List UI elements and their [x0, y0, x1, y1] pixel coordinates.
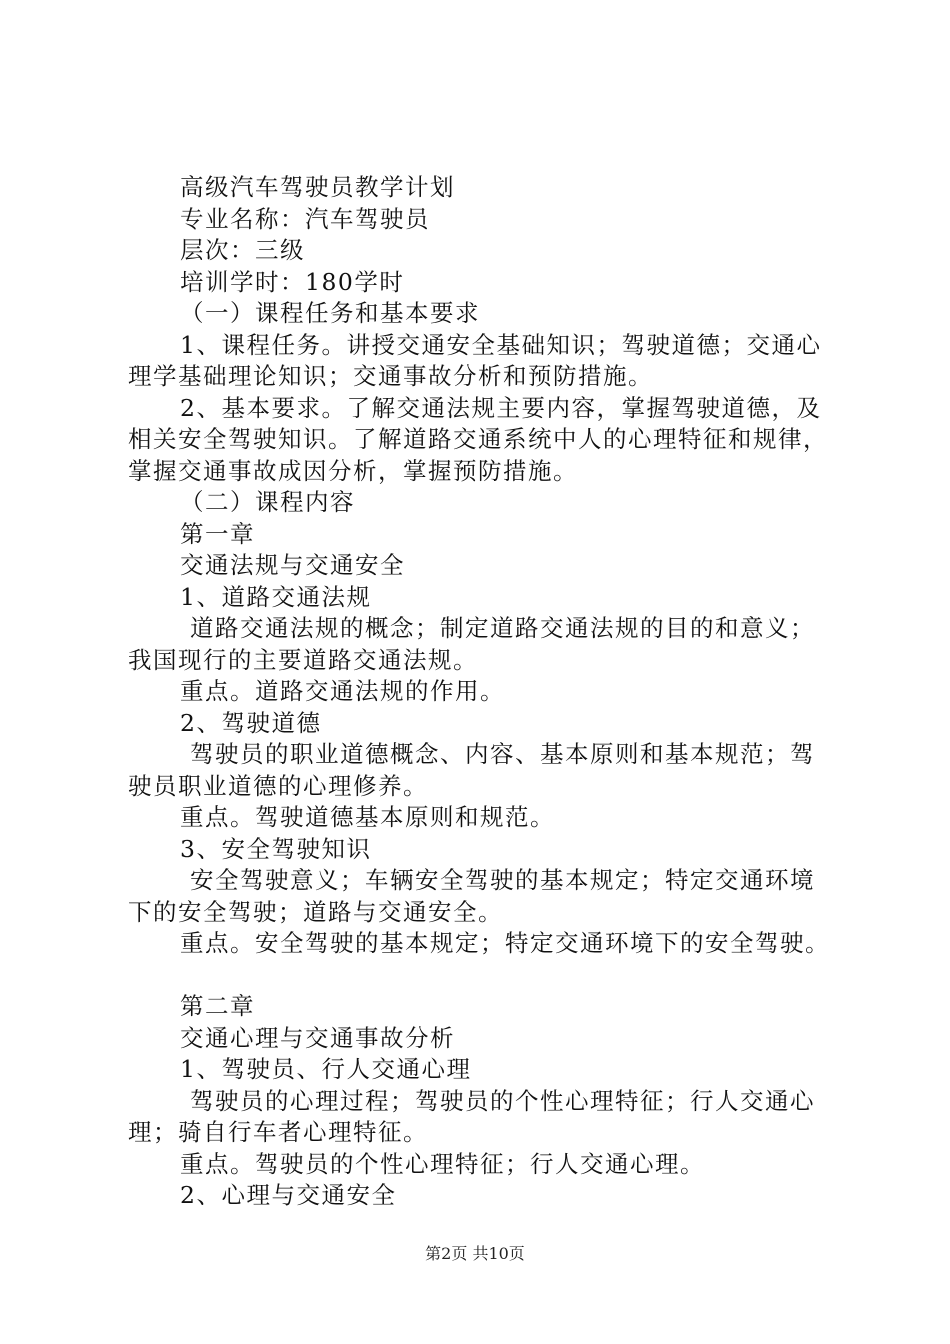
chapter-title: 交通法规与交通安全 — [180, 551, 405, 579]
section-heading: （二）课程内容 — [180, 488, 355, 516]
text-line: 驶员职业道德的心理修养。 — [128, 771, 428, 800]
document-body — [128, 172, 840, 1212]
doc-title: 高级汽车驾驶员教学计划 — [180, 173, 455, 201]
text-line: 掌握交通事故成因分析，掌握预防措施。 — [128, 456, 578, 485]
text-line: 相关安全驾驶知识。了解道路交通系统中人的心理特征和规律， — [128, 425, 828, 453]
key-point: 重点。道路交通法规的作用。 — [180, 677, 505, 705]
key-point: 重点。驾驶道德基本原则和规范。 — [180, 803, 555, 831]
text-line: 安全驾驶意义；车辆安全驾驶的基本规定；特定交通环境 — [190, 866, 815, 894]
text-line: 我国现行的主要道路交通法规。 — [128, 645, 478, 674]
subsection-heading: 3、安全驾驶知识 — [180, 834, 372, 863]
text-line: 层次：三级 — [180, 236, 305, 264]
section-heading: （一）课程任务和基本要求 — [180, 299, 480, 327]
page-number: 第2页 共10页 — [425, 1244, 525, 1263]
chapter-heading: 第一章 — [180, 519, 255, 548]
text-line: 1、课程任务。讲授交通安全基础知识；驾驶道德；交通心 — [180, 330, 822, 359]
text-line: 下的安全驾驶；道路与交通安全。 — [128, 897, 503, 926]
subsection-heading: 1、道路交通法规 — [180, 582, 372, 611]
key-point: 重点。驾驶员的个性心理特征；行人交通心理。 — [180, 1149, 705, 1178]
text-line: 理；骑自行车者心理特征。 — [128, 1118, 428, 1146]
text-line: 2、基本要求。了解交通法规主要内容，掌握驾驶道德，及 — [180, 393, 822, 422]
blank-line — [128, 960, 840, 992]
chapter-title: 交通心理与交通事故分析 — [180, 1023, 455, 1052]
text-line: 理学基础理论知识；交通事故分析和预防措施。 — [128, 362, 653, 390]
subsection-heading: 2、心理与交通安全 — [180, 1181, 397, 1209]
page-footer — [0, 1244, 950, 1264]
text-line: 驾驶员的心理过程；驾驶员的个性心理特征；行人交通心 — [190, 1086, 815, 1115]
text-line: 驾驶员的职业道德概念、内容、基本原则和基本规范；驾 — [190, 740, 815, 768]
key-point: 重点。安全驾驶的基本规定；特定交通环境下的安全驾驶。 — [180, 929, 830, 957]
subsection-heading: 2、驾驶道德 — [180, 708, 322, 737]
text-line: 道路交通法规的概念；制定道路交通法规的目的和意义； — [190, 614, 815, 642]
text-line: 专业名称：汽车驾驶员 — [180, 204, 430, 233]
text-line: 培训学时：180学时 — [180, 267, 405, 296]
chapter-heading: 第二章 — [180, 992, 255, 1020]
subsection-heading: 1、驾驶员、行人交通心理 — [180, 1055, 472, 1083]
